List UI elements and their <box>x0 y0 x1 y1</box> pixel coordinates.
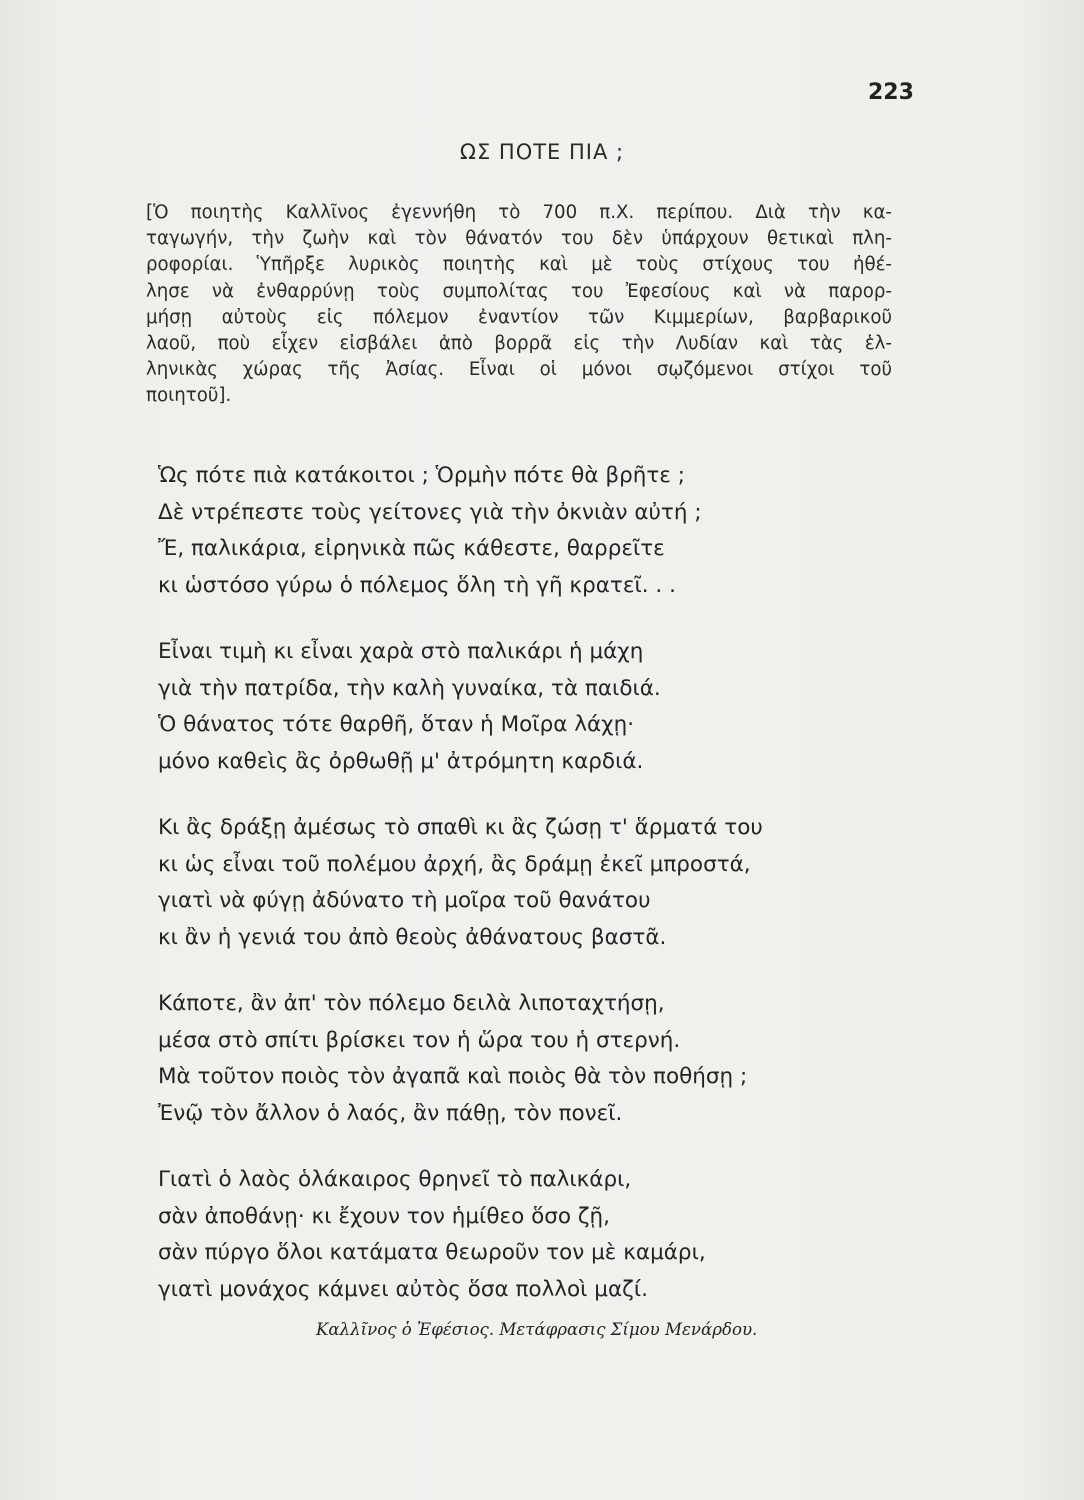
verse-line: κι ὡστόσο γύρω ὁ πόλεμος ὅλη τὴ γῆ κρατεῖ. . . <box>158 572 676 598</box>
intro-line: [Ὁ ποιητὴς Καλλῖνος ἐγεννήθη τὸ 700 π.Χ. περίπου. Διὰ τὴν κα- <box>146 202 892 223</box>
verse-line: γιατὶ νὰ φύγῃ ἀδύνατο τὴ μοῖρα τοῦ θανάτου <box>158 888 651 913</box>
author-signature: Καλλῖνος ὁ Ἐφέσιος. Μετάφρασις Σίμου Μενάρδου. <box>316 1320 758 1339</box>
intro-line: μήσῃ αὐτοὺς εἰς πόλεμον ἐναντίον τῶν Κιμμερίων, βαρβαρικοῦ <box>146 306 892 328</box>
intro-line: λαοῦ, ποὺ εἶχεν εἰσβάλει ἀπὸ βορρᾶ εἰς τὴν Λυδίαν καὶ τὰς ἑλ- <box>146 333 892 355</box>
stanza <box>158 634 918 780</box>
stanza <box>158 458 918 604</box>
verse-line: Ὡς πότε πιὰ κατάκοιτοι ; Ὁρμὴν πότε θὰ βρῆτε ; <box>158 463 685 488</box>
intro-line: ταγωγήν, τὴν ζωὴν καὶ τὸν θάνατόν του δὲν ὑπάρχουν θετικαὶ πλη- <box>146 228 892 250</box>
verse-line: γιὰ τὴν πατρίδα, τὴν καλὴ γυναίκα, τὰ παιδιά. <box>158 675 661 701</box>
verse-line: σὰν πύργο ὅλοι κατάματα θεωροῦν τον μὲ καμάρι, <box>158 1240 706 1265</box>
verse-line: Κι ἂς δράξῃ ἀμέσως τὸ σπαθὶ κι ἂς ζώσῃ τ' ἅρματά του <box>158 815 763 840</box>
verse-line: σὰν ἀποθάνῃ· κι ἔχουν τον ἡμίθεο ὅσο ζῇ, <box>158 1203 611 1229</box>
verse-line: μόνο καθεὶς ἂς ὀρθωθῇ μ' ἀτρόμητη καρδιά. <box>158 748 644 774</box>
stanza <box>158 986 918 1132</box>
verse-line: κι ἂν ἡ γενιά του ἀπὸ θεοὺς ἀθάνατους βαστᾶ. <box>158 924 667 950</box>
verse-line: Ὁ θάνατος τότε θαρθῆ, ὅταν ἡ Μοῖρα λάχῃ· <box>158 712 635 737</box>
verse-line: Γιατὶ ὁ λαὸς ὁλάκαιρος θρηνεῖ τὸ παλικάρι, <box>158 1167 632 1192</box>
poem-body <box>158 458 918 1338</box>
verse-line: Εἶναι τιμὴ κι εἶναι χαρὰ στὸ παλικάρι ἡ μάχη <box>158 639 644 664</box>
verse-line: Ἔ, παλικάρια, εἰρηνικὰ πῶς κάθεστε, θαρρεῖτε <box>158 536 665 561</box>
verse-line: Ἐνῷ τὸν ἄλλον ὁ λαός, ἂν πάθῃ, τὸν πονεῖ. <box>158 1100 623 1126</box>
verse-line: κι ὡς εἶναι τοῦ πολέμου ἀρχή, ἂς δράμῃ ἐκεῖ μπροστά, <box>158 851 751 877</box>
poem-title: ΩΣ ΠΟΤΕ ΠΙΑ ; <box>459 140 625 164</box>
intro-paragraph <box>146 200 892 410</box>
intro-line: ποιητοῦ]. <box>146 385 232 407</box>
verse-line: μέσα στὸ σπίτι βρίσκει τον ἡ ὥρα του ἡ στερνή. <box>158 1027 681 1053</box>
intro-line: λησε νὰ ἐνθαρρύνῃ τοὺς συμπολίτας του Ἐφεσίους καὶ νὰ παρορ- <box>146 280 892 302</box>
verse-line: Δὲ ντρέπεστε τοὺς γείτονες γιὰ τὴν ὀκνιὰν αὐτή ; <box>158 499 702 525</box>
stanza <box>158 1162 918 1308</box>
intro-line: ροφορίαι. Ὑπῆρξε λυρικὸς ποιητὴς καὶ μὲ τοὺς στίχους του ἠθέ- <box>146 254 892 276</box>
page-number: 223 <box>868 80 914 105</box>
stanza <box>158 810 918 956</box>
intro-line: ληνικὰς χώρας τῆς Ἀσίας. Εἶναι οἱ μόνοι σῳζόμενοι στίχοι τοῦ <box>146 359 892 381</box>
verse-line: γιατὶ μονάχος κάμνει αὐτὸς ὅσα πολλοὶ μαζί. <box>158 1276 648 1302</box>
verse-line: Μὰ τοῦτον ποιὸς τὸν ἀγαπᾶ καὶ ποιὸς θὰ τὸν ποθήσῃ ; <box>158 1064 748 1089</box>
verse-line: Κάποτε, ἂν ἀπ' τὸν πόλεμο δειλὰ λιποταχτήσῃ, <box>158 991 665 1016</box>
